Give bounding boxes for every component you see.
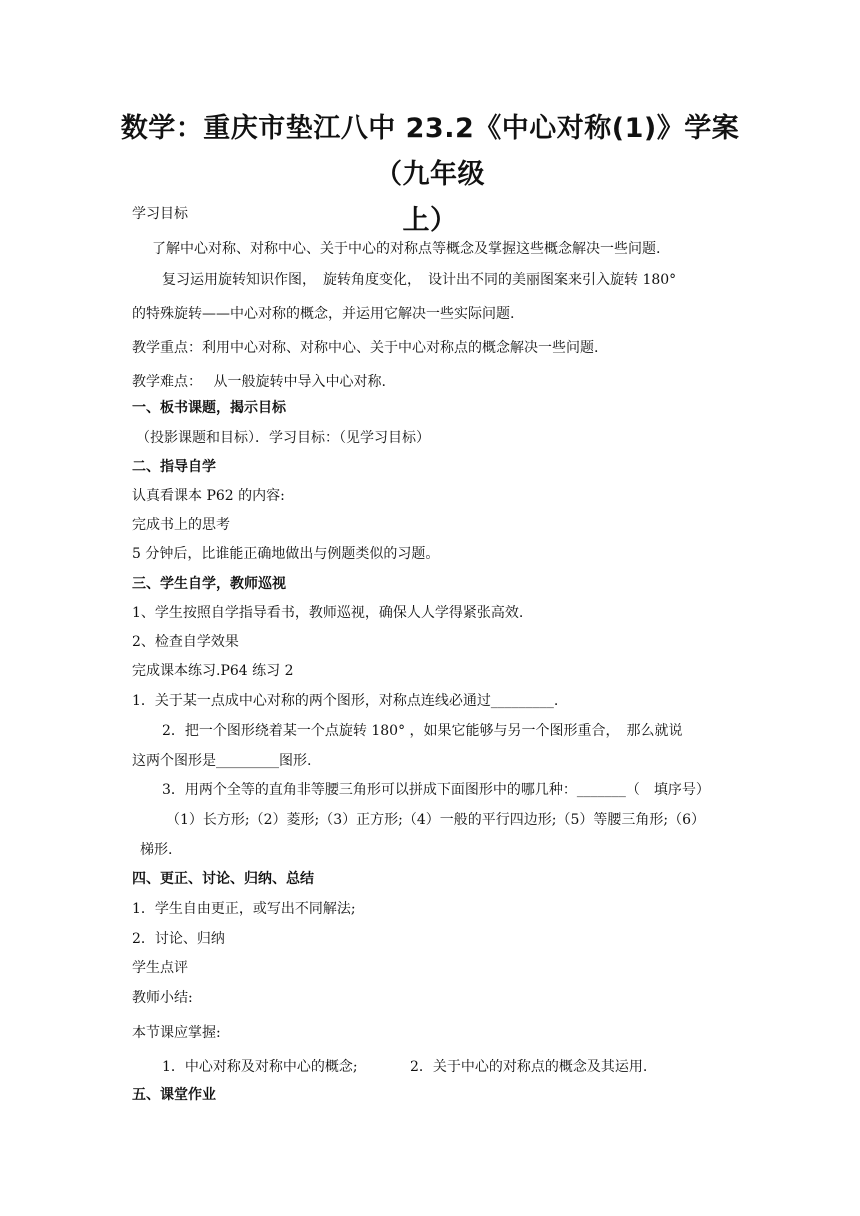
teaching-difficulty: 教学难点： 从一般旋转中导入中心对称. bbox=[132, 374, 386, 390]
exercise-question-2-line-1: 2．把一个图形绕着某一个点旋转 180° ，如果它能够与另一个图形重合， 那么就说 bbox=[162, 723, 683, 739]
objectives-paragraph-2-line-1: 复习运用旋转知识作图， 旋转角度变化， 设计出不同的美丽图案来引入旋转 180° bbox=[162, 272, 677, 288]
exercise-question-3-options-continued: 梯形. bbox=[140, 842, 173, 858]
title-line-1: 数学：重庆市垫江八中 23.2《中心对称(1)》学案（九年级 bbox=[120, 113, 740, 190]
summary-point-1: 1．中心对称及对称中心的概念; bbox=[162, 1059, 358, 1075]
exercise-question-1: 1．关于某一点成中心对称的两个图形，对称点连线必通过_________. bbox=[132, 693, 559, 709]
exercise-question-3-line-1: 3．用两个全等的直角非等腰三角形可以拼成下面图形中的哪几种：_______（ 填序号） bbox=[162, 782, 710, 798]
objectives-paragraph-2-line-2: 的特殊旋转——中心对称的概念，并运用它解决一些实际问题. bbox=[132, 306, 515, 322]
section-3-line-1: 1、学生按照自学指导看书，教师巡视，确保人人学得紧张高效. bbox=[132, 605, 524, 621]
section-2-line-1: 认真看课本 P62 的内容: bbox=[132, 488, 285, 504]
section-4-line-4: 教师小结: bbox=[132, 990, 193, 1006]
teaching-key-points: 教学重点：利用中心对称、对称中心、关于中心对称点的概念解决一些问题. bbox=[132, 340, 599, 356]
section-4-heading: 四、更正、讨论、归纳、总结 bbox=[132, 871, 314, 887]
section-2-line-3: 5 分钟后，比谁能正确地做出与例题类似的习题。 bbox=[132, 546, 440, 562]
section-2-line-2: 完成书上的思考 bbox=[132, 517, 230, 533]
document-title bbox=[100, 106, 760, 244]
section-3-heading: 三、学生自学，教师巡视 bbox=[132, 576, 286, 592]
section-4-line-2: 2．讨论、归纳 bbox=[132, 931, 225, 947]
section-5-heading: 五、课堂作业 bbox=[132, 1087, 216, 1103]
section-1-text: （投影课题和目标）．学习目标：（见学习目标） bbox=[136, 430, 430, 446]
section-3-line-3: 完成课本练习.P64 练习 2 bbox=[132, 663, 294, 679]
section-4-line-3: 学生点评 bbox=[132, 960, 188, 976]
section-4-line-1: 1．学生自由更正，或写出不同解法; bbox=[132, 901, 356, 917]
summary-point-2: 2．关于中心的对称点的概念及其运用. bbox=[410, 1059, 648, 1075]
objectives-heading: 学习目标 bbox=[132, 206, 188, 222]
title-line-2: 上） bbox=[402, 205, 458, 236]
section-2-heading: 二、指导自学 bbox=[132, 459, 216, 475]
section-1-heading: 一、板书课题，揭示目标 bbox=[132, 400, 286, 416]
section-4-line-5: 本节课应掌握: bbox=[132, 1025, 221, 1041]
objectives-paragraph-1: 了解中心对称、对称中心、关于中心的对称点等概念及掌握这些概念解决一些问题. bbox=[152, 241, 661, 257]
section-3-line-2: 2、检查自学效果 bbox=[132, 634, 239, 650]
exercise-question-3-options: （1）长方形;（2）菱形;（3）正方形;（4）一般的平行四边形;（5）等腰三角形;（6） bbox=[166, 812, 706, 828]
exercise-question-2-line-2: 这两个图形是_________图形. bbox=[132, 753, 312, 769]
